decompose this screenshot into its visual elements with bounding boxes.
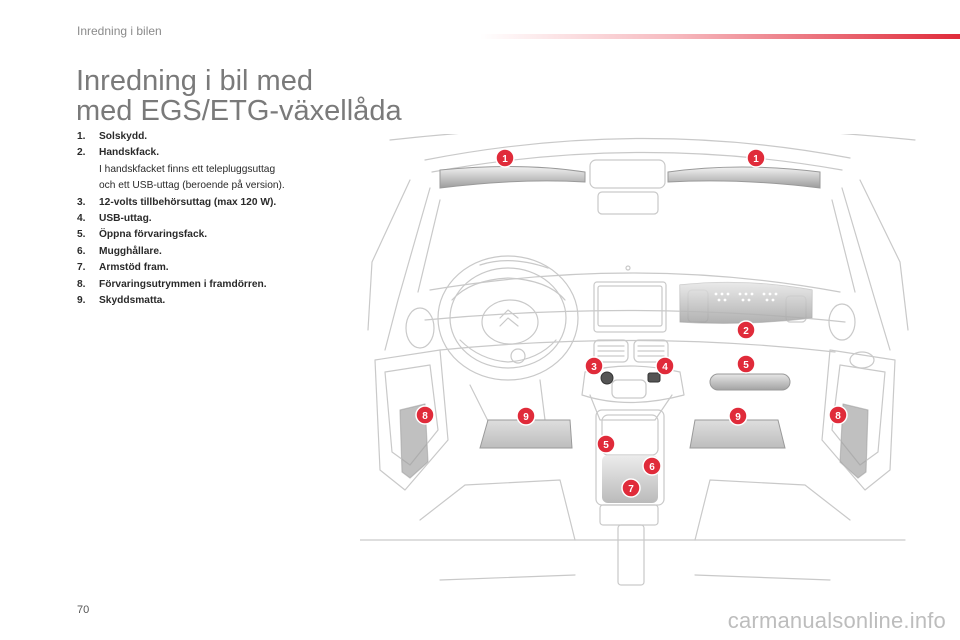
legend-detail: och ett USB-uttag (beroende på version). <box>99 180 285 192</box>
power-socket-icon <box>601 372 613 384</box>
sun-visor-right <box>668 167 820 188</box>
svg-text:3: 3 <box>591 362 597 373</box>
callout-badge-1-left <box>496 149 514 167</box>
legend-label: Solskydd. <box>99 131 148 142</box>
callout-badge-9-right <box>729 407 747 425</box>
section-label: Inredning i bilen <box>77 24 162 38</box>
svg-text:6: 6 <box>649 462 655 473</box>
legend-num: 2. <box>77 147 86 159</box>
callout-badge-5-console <box>597 435 615 453</box>
legend-num: 9. <box>77 295 86 307</box>
legend-label: Armstöd fram. <box>99 262 169 274</box>
interior-outline <box>360 134 915 585</box>
svg-text:4: 4 <box>662 362 668 373</box>
svg-text:5: 5 <box>603 440 609 451</box>
callout-badge-7 <box>622 479 640 497</box>
page-title <box>76 66 402 126</box>
legend-label: Skyddsmatta. <box>99 295 166 307</box>
svg-text:5: 5 <box>743 360 749 371</box>
legend-num: 6. <box>77 245 86 257</box>
sun-visor-left <box>440 166 585 188</box>
legend-item <box>77 227 377 243</box>
svg-text:9: 9 <box>523 412 529 423</box>
callout-badge-2 <box>737 321 755 339</box>
svg-text:9: 9 <box>735 412 741 423</box>
legend-label: Mugghållare. <box>99 245 162 257</box>
car-interior-illustration <box>360 134 960 640</box>
title-line-2: med EGS/ETG-växellåda <box>76 95 402 127</box>
callout-badge-4 <box>656 357 674 375</box>
legend-label: Öppna förvaringsfack. <box>99 229 208 241</box>
watermark: carmanualsonline.info <box>727 608 946 633</box>
legend-list <box>77 129 377 309</box>
legend-item <box>77 277 377 293</box>
svg-text:1: 1 <box>502 154 508 165</box>
callout-badge-3 <box>585 357 603 375</box>
legend-num: 3. <box>77 196 86 208</box>
header-accent-bar <box>480 34 960 39</box>
legend-item <box>77 145 377 194</box>
usb-port-icon <box>648 373 660 382</box>
open-storage-slot <box>710 374 790 390</box>
legend-num: 8. <box>77 278 86 290</box>
legend-num: 1. <box>77 131 86 142</box>
title-line-1: Inredning i bil med <box>76 65 313 97</box>
legend-item <box>77 211 377 227</box>
legend-item <box>77 195 377 211</box>
legend-label: Förvaringsutrymmen i framdörren. <box>99 278 267 290</box>
callout-badge-5-dash <box>737 355 755 373</box>
legend-item <box>77 293 377 309</box>
page-number: 70 <box>77 604 90 616</box>
callout-badge-9-left <box>517 407 535 425</box>
svg-text:8: 8 <box>422 411 428 422</box>
legend-item <box>77 260 377 276</box>
glovebox <box>680 282 812 323</box>
svg-text:1: 1 <box>753 154 759 165</box>
callout-badge-1-right <box>747 149 765 167</box>
legend-item <box>77 244 377 260</box>
legend-item <box>77 129 377 145</box>
legend-num: 5. <box>77 229 86 241</box>
legend-label: USB-uttag. <box>99 213 152 225</box>
svg-text:7: 7 <box>628 484 634 495</box>
svg-text:2: 2 <box>743 326 749 337</box>
legend-num: 7. <box>77 262 86 274</box>
callout-badge-8-right <box>829 406 847 424</box>
legend-label: Handskfack. <box>99 147 160 159</box>
callout-badge-8-left <box>416 406 434 424</box>
legend-detail: I handskfacket finns ett telepluggsuttag <box>99 163 276 175</box>
svg-text:8: 8 <box>835 411 841 422</box>
legend-label: 12-volts tillbehörsuttag (max 120 W). <box>99 196 277 208</box>
legend-num: 4. <box>77 213 86 225</box>
callout-badge-6 <box>643 457 661 475</box>
